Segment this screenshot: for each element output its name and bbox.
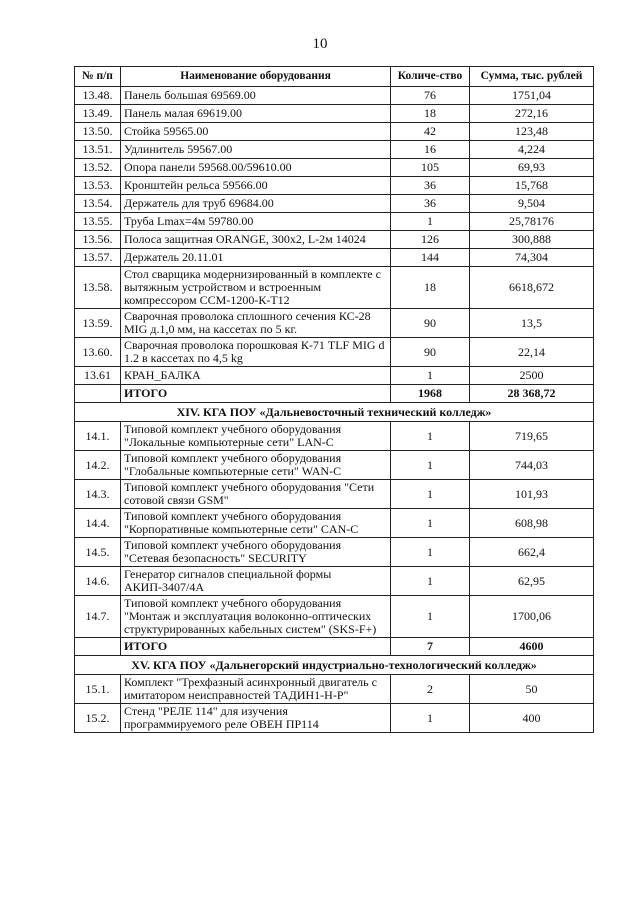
table-header-row [75, 67, 594, 87]
row-name: Типовой комплект учебного оборудования "Локальные компьютерные сети" LAN-C [121, 422, 391, 451]
table-row [75, 213, 594, 231]
row-num: 14.5. [75, 538, 121, 567]
row-name: Типовой комплект учебного оборудования "Сетевая безопасность" SECURITY [121, 538, 391, 567]
row-name: Панель малая 69619.00 [121, 105, 391, 123]
row-name: Генератор сигналов специальной формы АКИП-3407/4А [121, 567, 391, 596]
row-num: 13.54. [75, 195, 121, 213]
row-qty: 1 [391, 451, 470, 480]
row-name: Опора панели 59568.00/59610.00 [121, 159, 391, 177]
table-row [75, 159, 594, 177]
row-num: 14.7. [75, 596, 121, 638]
table-row [75, 267, 594, 309]
row-num: 14.2. [75, 451, 121, 480]
row-name: Стойка 59565.00 [121, 123, 391, 141]
section-header-row [75, 403, 594, 422]
row-name: Полоса защитная ORANGE, 300x2, L-2м 14024 [121, 231, 391, 249]
row-qty: 1 [391, 704, 470, 733]
row-qty: 18 [391, 105, 470, 123]
table-row [75, 422, 594, 451]
section-header-row [75, 656, 594, 675]
header-name: Наименование оборудования [121, 67, 391, 87]
row-sum: 25,78176 [470, 213, 594, 231]
row-num: 14.6. [75, 567, 121, 596]
table-row [75, 231, 594, 249]
row-num: 13.48. [75, 87, 121, 105]
row-name: Типовой комплект учебного оборудования "Монтаж и эксплуатация волоконно-оптических структурированных кабельных систем" (SKS-F+) [121, 596, 391, 638]
total-label: ИТОГО [121, 638, 391, 656]
row-num: 13.60. [75, 338, 121, 367]
row-name: Типовой комплект учебного оборудования "Корпоративные компьютерные сети" CAN-C [121, 509, 391, 538]
row-name: Держатель для труб 69684.00 [121, 195, 391, 213]
table-row [75, 338, 594, 367]
row-sum: 50 [470, 675, 594, 704]
header-sum: Сумма, тыс. рублей [470, 67, 594, 87]
table-row [75, 509, 594, 538]
row-name: Типовой комплект учебного оборудования "Глобальные компьютерные сети" WAN-C [121, 451, 391, 480]
header-qty: Количе-ство [391, 67, 470, 87]
row-qty: 18 [391, 267, 470, 309]
row-name: Кронштейн рельса 59566.00 [121, 177, 391, 195]
row-qty: 1 [391, 213, 470, 231]
table-row [75, 123, 594, 141]
table-row [75, 195, 594, 213]
row-sum: 6618,672 [470, 267, 594, 309]
row-num: 15.2. [75, 704, 121, 733]
table-row [75, 141, 594, 159]
row-sum: 74,304 [470, 249, 594, 267]
row-name: Держатель 20.11.01 [121, 249, 391, 267]
table-row [75, 451, 594, 480]
row-sum: 9,504 [470, 195, 594, 213]
header-num: № п/п [75, 67, 121, 87]
section-title: XIV. КГА ПОУ «Дальневосточный технический колледж» [75, 403, 594, 422]
row-qty: 2 [391, 675, 470, 704]
table-row [75, 675, 594, 704]
row-qty: 1 [391, 567, 470, 596]
row-sum: 13,5 [470, 309, 594, 338]
table-row [75, 480, 594, 509]
row-sum: 300,888 [470, 231, 594, 249]
row-num: 13.49. [75, 105, 121, 123]
row-num: 13.50. [75, 123, 121, 141]
row-qty: 1 [391, 509, 470, 538]
row-qty: 90 [391, 338, 470, 367]
row-num: 13.58. [75, 267, 121, 309]
total-label: ИТОГО [121, 385, 391, 403]
row-sum: 662,4 [470, 538, 594, 567]
row-qty: 1 [391, 422, 470, 451]
row-sum: 400 [470, 704, 594, 733]
row-sum: 744,03 [470, 451, 594, 480]
row-sum: 62,95 [470, 567, 594, 596]
row-name: Панель большая 69569.00 [121, 87, 391, 105]
row-sum: 1700,06 [470, 596, 594, 638]
row-sum: 22,14 [470, 338, 594, 367]
row-sum: 123,48 [470, 123, 594, 141]
row-name: Сварочная проволока сплошного сечения КС-28 MIG д.1,0 мм, на кассетах по 5 кг. [121, 309, 391, 338]
row-num: 13.57. [75, 249, 121, 267]
row-name: Труба Lmax=4м 59780.00 [121, 213, 391, 231]
row-sum: 1751,04 [470, 87, 594, 105]
row-num: 14.1. [75, 422, 121, 451]
table-row [75, 105, 594, 123]
equipment-table [74, 66, 594, 733]
total-qty: 7 [391, 638, 470, 656]
row-sum: 608,98 [470, 509, 594, 538]
row-qty: 16 [391, 141, 470, 159]
row-sum: 719,65 [470, 422, 594, 451]
total-row [75, 638, 594, 656]
row-qty: 76 [391, 87, 470, 105]
page-number: 10 [312, 36, 328, 52]
total-sum: 4600 [470, 638, 594, 656]
row-num: 13.52. [75, 159, 121, 177]
table-row [75, 704, 594, 733]
row-name: Сварочная проволока порошковая К-71 TLF MIG d 1.2 в кассетах по 4,5 kg [121, 338, 391, 367]
row-sum: 2500 [470, 367, 594, 385]
row-name: Удлинитель 59567.00 [121, 141, 391, 159]
total-qty: 1968 [391, 385, 470, 403]
row-sum: 4,224 [470, 141, 594, 159]
table-row [75, 87, 594, 105]
table-row [75, 309, 594, 338]
table-row [75, 367, 594, 385]
row-qty: 36 [391, 177, 470, 195]
row-num: 13.56. [75, 231, 121, 249]
row-name: Стенд "РЕЛЕ 114" для изучения программируемого реле ОВЕН ПР114 [121, 704, 391, 733]
row-sum: 15,768 [470, 177, 594, 195]
row-num: 13.51. [75, 141, 121, 159]
row-num: 14.4. [75, 509, 121, 538]
row-num: 13.53. [75, 177, 121, 195]
row-qty: 105 [391, 159, 470, 177]
row-sum: 101,93 [470, 480, 594, 509]
row-qty: 1 [391, 480, 470, 509]
row-qty: 1 [391, 538, 470, 567]
row-num: 14.3. [75, 480, 121, 509]
row-name: Типовой комплект учебного оборудования "Сети сотовой связи GSM" [121, 480, 391, 509]
row-name: Комплект "Трехфазный асинхронный двигатель с имитатором неисправностей ТАДИН1-Н-Р" [121, 675, 391, 704]
row-sum: 272,16 [470, 105, 594, 123]
table-row [75, 249, 594, 267]
table-row [75, 177, 594, 195]
row-num: 13.61 [75, 367, 121, 385]
row-name: КРАН_БАЛКА [121, 367, 391, 385]
row-num: 13.59. [75, 309, 121, 338]
row-sum: 69,93 [470, 159, 594, 177]
row-num: 13.55. [75, 213, 121, 231]
row-qty: 144 [391, 249, 470, 267]
row-name: Стол сварщика модернизированный в комплекте с вытяжным устройством и встроенным компрессором ССМ-1200-К-Т12 [121, 267, 391, 309]
row-qty: 90 [391, 309, 470, 338]
total-sum: 28 368,72 [470, 385, 594, 403]
row-num: 15.1. [75, 675, 121, 704]
row-qty: 42 [391, 123, 470, 141]
row-qty: 126 [391, 231, 470, 249]
table-row [75, 567, 594, 596]
section-title: XV. КГА ПОУ «Дальнегорский индустриально-технологический колледж» [75, 656, 594, 675]
row-qty: 1 [391, 367, 470, 385]
total-row [75, 385, 594, 403]
row-qty: 1 [391, 596, 470, 638]
table-row [75, 538, 594, 567]
table-row [75, 596, 594, 638]
row-qty: 36 [391, 195, 470, 213]
